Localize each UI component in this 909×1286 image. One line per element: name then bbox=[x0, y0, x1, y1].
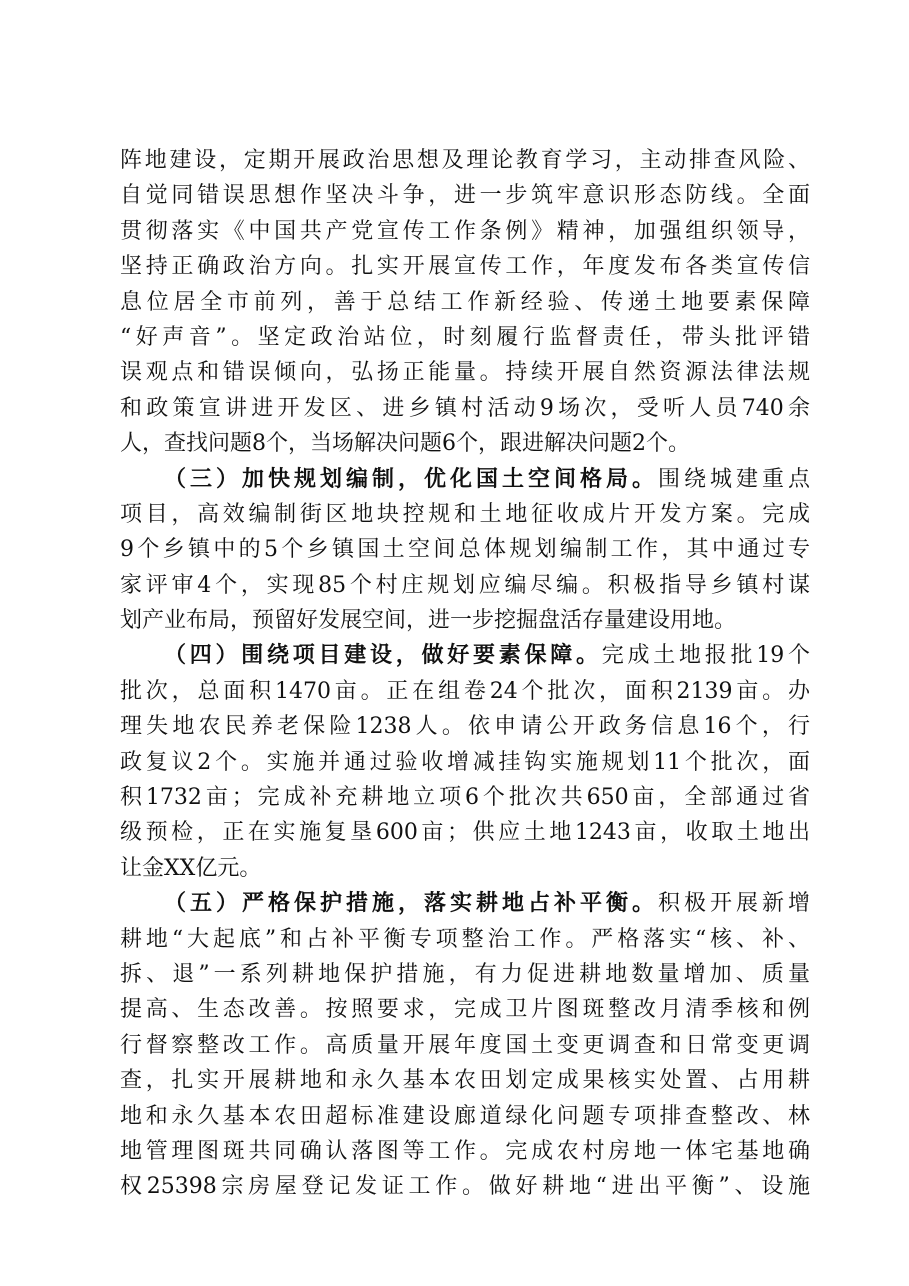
text-line: “好声音”。坚定政治站位，时刻履行监督责任，带头批评错 bbox=[120, 324, 810, 350]
section-heading: （四）围绕项目建设，做好要素保障。 bbox=[164, 642, 602, 669]
text-line: 划产业布局，预留好发展空间，进一步挖掘盘活存量建设用地。 bbox=[120, 608, 737, 634]
section-heading: （三）加快规划编制，优化国土空间格局。 bbox=[164, 465, 658, 492]
text-line: 拆、退”一系列耕地保护措施，有力促进耕地数量增加、质量 bbox=[120, 961, 810, 987]
text-line: 查，扎实开展耕地和永久基本农田划定成果核实处置、占用耕 bbox=[120, 1068, 810, 1094]
section-text: 积极开展新增 bbox=[657, 891, 810, 917]
text-line: 地和永久基本农田超标准建设廊道绿化问题专项排查整改、林 bbox=[120, 1103, 810, 1129]
text-line: 9个乡镇中的5个乡镇国土空间总体规划编制工作，其中通过专 bbox=[120, 537, 810, 563]
text-line: 积1732亩；完成补充耕地立项6个批次共650亩，全部通过省 bbox=[120, 785, 810, 811]
text-line: 理失地农民养老保险1238人。依申请公开政务信息16个，行 bbox=[120, 714, 810, 740]
text-line: 息位居全市前列，善于总结工作新经验、传递土地要素保障 bbox=[120, 289, 810, 315]
text-line: 级预检，正在实施复垦600亩；供应土地1243亩，收取土地出 bbox=[120, 820, 810, 846]
text-line: 贯彻落实《中国共产党宣传工作条例》精神，加强组织领导， bbox=[120, 218, 810, 244]
text-line: 批次，总面积1470亩。正在组卷24个批次，面积2139亩。办 bbox=[120, 678, 810, 704]
section-four-first-line bbox=[120, 638, 810, 673]
text-line: 地管理图斑共同确认落图等工作。完成农村房地一体宅基地确 bbox=[120, 1138, 810, 1164]
text-line: 人，查找问题8个，当场解决问题6个，跟进解决问题2个。 bbox=[120, 431, 690, 457]
text-line: 和政策宣讲进开发区、进乡镇村活动9场次，受听人员740余 bbox=[120, 395, 810, 421]
section-three-first-line bbox=[120, 462, 810, 497]
document-page bbox=[120, 143, 810, 1205]
text-line: 行督察整改工作。高质量开展年度国土变更调查和日常变更调 bbox=[120, 1032, 810, 1058]
text-line: 项目，高效编制街区地块控规和土地征收成片开发方案。完成 bbox=[120, 501, 810, 527]
text-line: 阵地建设，定期开展政治思想及理论教育学习，主动排查风险、 bbox=[120, 148, 810, 173]
text-line: 提高、生态改善。按照要求，完成卫片图斑整改月清季核和例 bbox=[120, 997, 810, 1023]
text-line: 政复议2个。实施并通过验收增减挂钩实施规划11个批次，面 bbox=[120, 749, 810, 775]
text-line: 权25398宗房屋登记发证工作。做好耕地“进出平衡”、设施 bbox=[120, 1174, 810, 1200]
text-line: 耕地“大起底”和占补平衡专项整治工作。严格落实“核、补、 bbox=[120, 926, 810, 952]
text-line: 坚持正确政治方向。扎实开展宣传工作，年度发布各类宣传信 bbox=[120, 254, 810, 280]
text-line: 家评审4个，实现85个村庄规划应编尽编。积极指导乡镇村谋 bbox=[120, 572, 810, 598]
text-line: 让金XX亿元。 bbox=[120, 855, 262, 881]
section-heading: （五）严格保护措施，落实耕地占补平衡。 bbox=[164, 890, 658, 917]
text-line: 自觉同错误思想作坚决斗争，进一步筑牢意识形态防线。全面 bbox=[120, 183, 810, 209]
text-line: 误观点和错误倾向，弘扬正能量。持续开展自然资源法律法规 bbox=[120, 360, 810, 386]
section-text: 围绕城建重点 bbox=[657, 466, 810, 492]
section-text: 完成土地报批19个 bbox=[601, 643, 810, 669]
section-five-first-line bbox=[120, 886, 810, 921]
